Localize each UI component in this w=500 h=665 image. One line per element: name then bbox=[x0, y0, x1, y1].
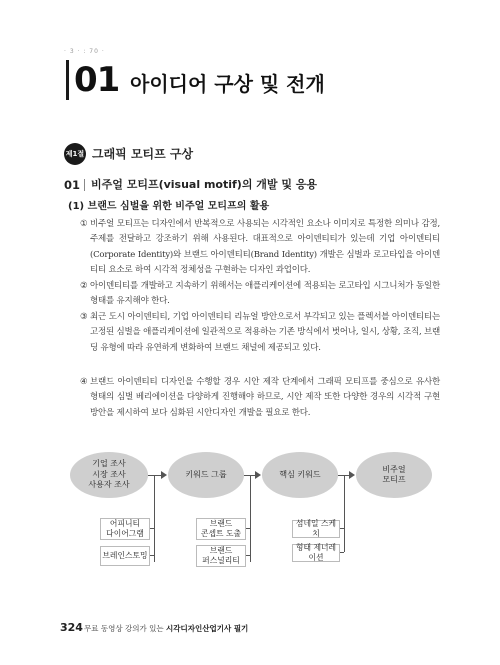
diagram-box-brainstorming: 브레인스토밍 bbox=[100, 546, 150, 566]
paragraph-marker: ③ bbox=[80, 312, 88, 322]
paragraph-text: 아이덴티티를 개발하고 지속하기 위해서는 애플리케이션에 적용되는 로고타입 시그니처가 동일한 형태를 유지해야 한다. bbox=[90, 281, 440, 307]
footer-caption bbox=[84, 622, 248, 636]
chapter-mark: · 3 · : 70 · bbox=[64, 48, 105, 55]
diagram-arrowhead bbox=[255, 471, 261, 479]
paragraph-2 bbox=[80, 279, 440, 310]
subsection-title: 비주얼 모티프(visual motif)의 개발 및 응용 bbox=[91, 178, 318, 191]
diagram-connector bbox=[154, 475, 155, 562]
diagram-node-keyword-group: 키워드 그룹 bbox=[168, 452, 244, 498]
diagram-node-visual-motif: 비주얼 모티프 bbox=[356, 452, 432, 498]
paragraph-4 bbox=[80, 375, 440, 421]
chapter-accent-bar bbox=[66, 60, 69, 100]
paragraph-marker: ④ bbox=[80, 377, 88, 387]
footer-book-title: 시각디자인산업기사 필기 bbox=[166, 624, 249, 633]
diagram-node-research: 기업 조사 시장 조사 사용자 조사 bbox=[70, 452, 148, 498]
topic-heading: (1) 브랜드 심벌을 위한 비주얼 모티프의 활용 bbox=[68, 201, 270, 212]
chapter-number: 01 bbox=[74, 60, 120, 100]
chapter-title: 아이디어 구상 및 전개 bbox=[130, 72, 325, 96]
diagram-box-brand-concept: 브랜드 콘셉트 도출 bbox=[196, 518, 246, 540]
diagram-box-brand-personality: 브랜드 퍼스널리티 bbox=[196, 545, 246, 567]
paragraph-marker: ② bbox=[80, 281, 88, 291]
subsection-divider bbox=[84, 179, 85, 191]
diagram-connector bbox=[344, 475, 345, 552]
paragraph-text: 비주얼 모티프는 디자인에서 반복적으로 사용되는 시각적인 요소나 이미지로 특정한 의미나 감정, 주제를 전달하고 강조하기 위해 사용된다. 대표적으로 아이덴티티가 있는데 기업 아이덴티티(Corporate Identity)와 브랜드 아이덴티티(Brand Identity) 개발은 심벌과 로고타입을 아이덴티티 요소로 하여 시각적 정체성을 구현하는 디자인 과업이다. bbox=[90, 219, 440, 276]
diagram-connector bbox=[250, 475, 251, 562]
diagram-arrow-line bbox=[148, 475, 162, 476]
paragraph-marker: ① bbox=[80, 219, 88, 229]
diagram-arrowhead bbox=[349, 471, 355, 479]
diagram-node-core-keyword: 핵심 키워드 bbox=[262, 452, 338, 498]
diagram-box-affinity-diagram: 어피니티 다이어그램 bbox=[100, 518, 150, 540]
diagram-box-thumbnail-sketch: 섬네일 스케치 bbox=[292, 520, 340, 538]
page-number: 324 bbox=[60, 621, 83, 634]
diagram-arrowhead bbox=[161, 471, 167, 479]
section-title: 그래픽 모티프 구상 bbox=[92, 147, 194, 161]
diagram-box-form-generation: 형태 제너레이션 bbox=[292, 544, 340, 562]
paragraph-3 bbox=[80, 310, 440, 356]
process-diagram bbox=[64, 452, 434, 582]
subsection-number: 01 bbox=[64, 178, 81, 192]
section-badge: 제1절 bbox=[64, 143, 86, 165]
footer-prefix: 무료 동영상 강의가 있는 bbox=[84, 624, 164, 633]
paragraph-text: 브랜드 아이덴티티 디자인을 수행할 경우 시안 제작 단계에서 그래픽 모티프를 중심으로 유사한 형태의 심벌 베리에이션을 다양하게 진행해야 하므로, 시안 제작 또한 다양한 경우의 시각적 구현 방안을 제시하여 보다 심화된 시안디자인 개발을 필요로 한다. bbox=[90, 377, 440, 418]
paragraph-text: 최근 도시 아이덴티티, 기업 아이덴티티 리뉴얼 방안으로서 부각되고 있는 플렉서블 아이덴티티는 고정된 심벌을 애플리케이션에 일관적으로 적용하는 기존 방식에서 벗어나, 일시, 상황, 조직, 브랜딩 유형에 따라 유연하게 변화하여 브랜드 채널에 제공되고 있다. bbox=[90, 312, 440, 353]
paragraph-1 bbox=[80, 217, 440, 279]
